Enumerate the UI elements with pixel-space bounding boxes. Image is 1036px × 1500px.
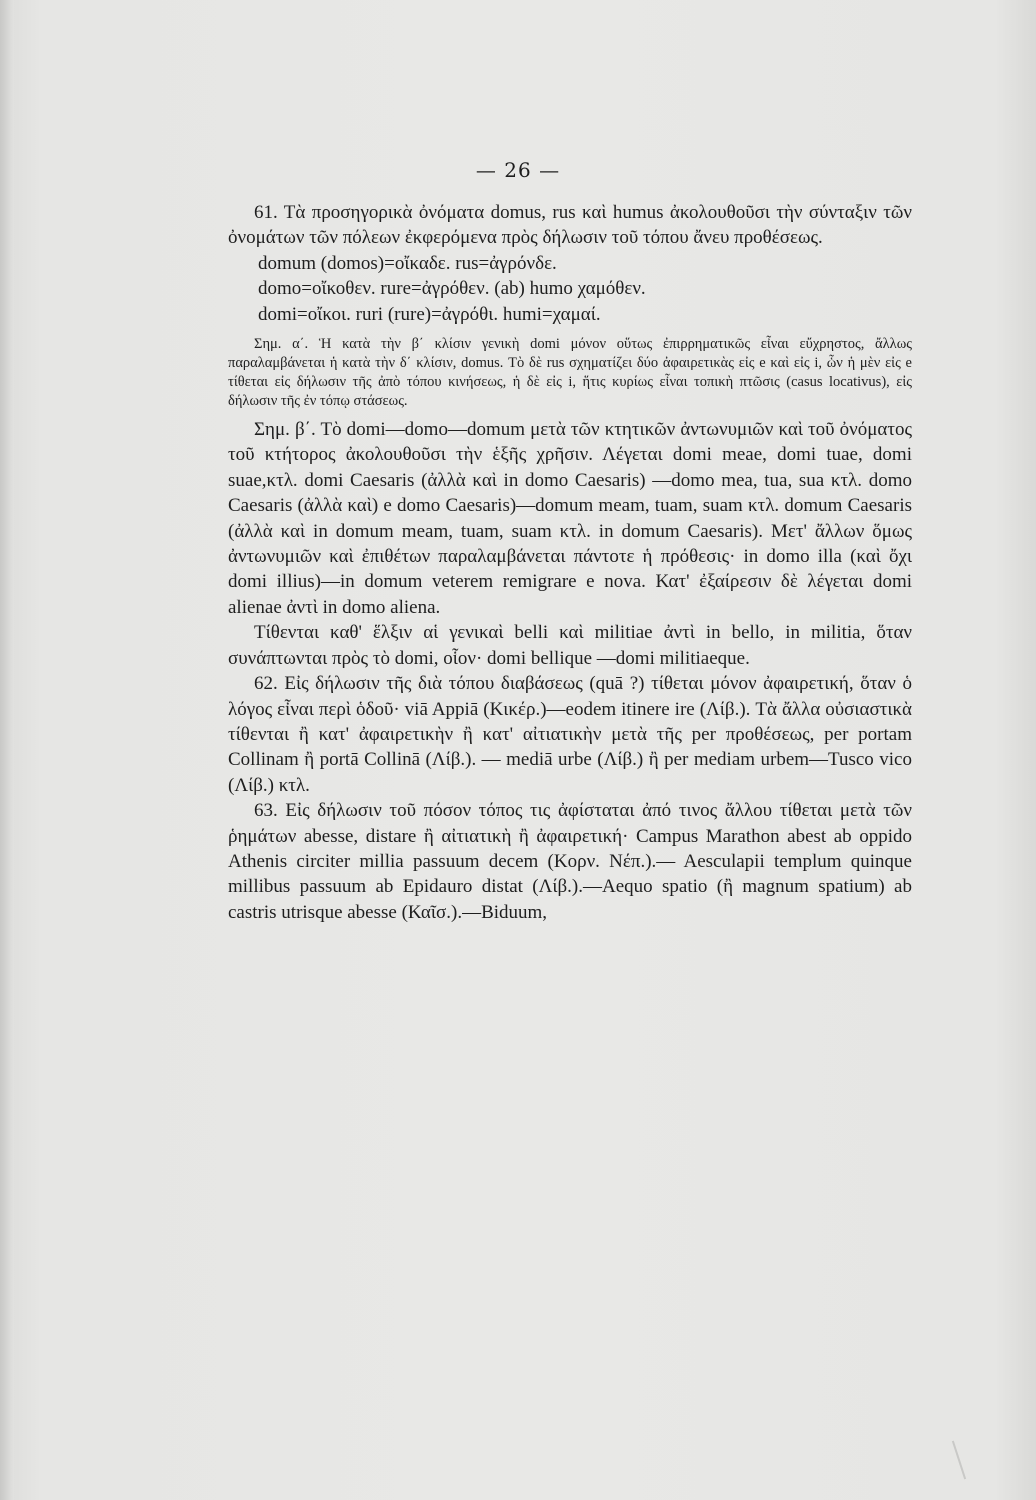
page-left-edge: [0, 0, 14, 1500]
paragraph-genitive: Τίθενται καθ' ἕλξιν αἱ γενικαὶ belli καὶ militiae ἀντὶ in bello, in militia, ὅταν συνάπτωνται πρὸς τὸ domi, οἷον· domi bellique —domi militiaeque.: [228, 622, 912, 669]
paper-scratch: [952, 1441, 966, 1480]
note-b: Σημ. β΄. Τὸ domi—domo—domum μετὰ τῶν κτητικῶν ἀντωνυμιῶν καὶ τοῦ ὀνόματος τοῦ κτήτορος ἀκολουθοῦσι τὴν ἑξῆς χρῆσιν. Λέγεται domi meae, domi tuae, domi suae,κτλ. domi Caesaris (ἀλλὰ καὶ in domo Caesaris) —domo mea, tua, sua κτλ. domo Caesaris (ἀλλὰ καὶ) e domo Caesaris)—domum meam, tuam, suam κτλ. domum Caesaris (ἀλλὰ καὶ in domum meam, tuam, suam κτλ. in domum Caesaris). Μετ' ἄλλων ὅμως ἀντωνυμιῶν καὶ ἐπιθέτων παραλαμβάνεται πάντοτε ἡ πρόθεσις· in domo illa (καὶ ὄχι domi illius)—in domum veterem remigrare e nova. Κατ' ἐξαίρεσιν δὲ λέγεται domi alienae ἀντὶ in domo aliena.: [228, 419, 912, 618]
note-a: Σημ. α΄. Ἡ κατὰ τὴν β΄ κλίσιν γενικὴ domi μόνον οὕτως ἐπιρρηματικῶς εἶναι εὔχρηστος, ἄλλως παραλαμβάνεται ἡ κατὰ τὴν δ΄ κλίσιν, domus. Τὸ δὲ rus σχηματίζει δύο ἀφαιρετικὰς εἰς e καὶ εἰς i, ὧν ἡ μὲν εἰς e τίθεται εἰς δήλωσιν τῆς ἀπὸ τόπου κινήσεως, ἡ δὲ εἰς i, ἥτις κυρίως εἶναι τοπικὴ πτῶσις (casus locativus), εἰς δήλωσιν τῆς ἐν τόπῳ στάσεως.: [228, 336, 912, 410]
paragraph-61: 61. Τὰ προσηγορικὰ ὀνόματα domus, rus καὶ humus ἀκολουθοῦσι τὴν σύνταξιν τῶν ὀνομάτων τῶν πόλεων ἐκφερόμενα πρὸς δήλωσιν τοῦ τόπου ἄνευ προθέσεως.: [228, 202, 912, 249]
paragraph-62: 62. Εἰς δήλωσιν τῆς διὰ τόπου διαβάσεως (quā ?) τίθεται μόνον ἀφαιρετική, ὅταν ὁ λόγος εἶναι περὶ ὁδοῦ· viā Appiā (Κικέρ.)—eodem itinere ire (Λίβ.). Τὰ ἄλλα οὐσιαστικὰ τίθενται ἢ κατ' ἀφαιρετικὴν ἢ κατ' αἰτιατικὴν μετὰ τῆς per προθέσεως, per portam Collinam ἢ portā Collinā (Λίβ.). — mediā urbe (Λίβ.) ἢ per mediam urbem—Tusco vico (Λίβ.) κτλ.: [228, 673, 912, 796]
example-list: [228, 251, 912, 327]
example-line: domi=οἴκοι. ruri (rure)=ἀγρόθι. humi=χαμαί.: [258, 303, 601, 325]
example-line: domum (domos)=οἴκαδε. rus=ἀγρόνδε.: [258, 252, 557, 274]
example-line: domo=οἴκοθεν. rure=ἀγρόθεν. (ab) humo χαμόθεν.: [258, 278, 646, 300]
page-number: — 26 —: [475, 158, 561, 182]
page-text: [228, 200, 912, 925]
paragraph-63: 63. Εἰς δήλωσιν τοῦ πόσον τόπος τις ἀφίσταται ἀπό τινος ἄλλου τίθεται μετὰ τῶν ῥημάτων abesse, distare ἢ αἰτιατικὴ ἢ ἀφαιρετική· Campus Marathon abest ab oppido Athenis circiter millia passuum decem (Κορν. Νέπ.).— Aesculapii templum quinque millibus passuum ab Epidauro distat (Λίβ.).—Aequo spatio (ἢ magnum spatium) ab castris utrisque abesse (Καῖσ.).—Biduum,: [228, 800, 912, 923]
